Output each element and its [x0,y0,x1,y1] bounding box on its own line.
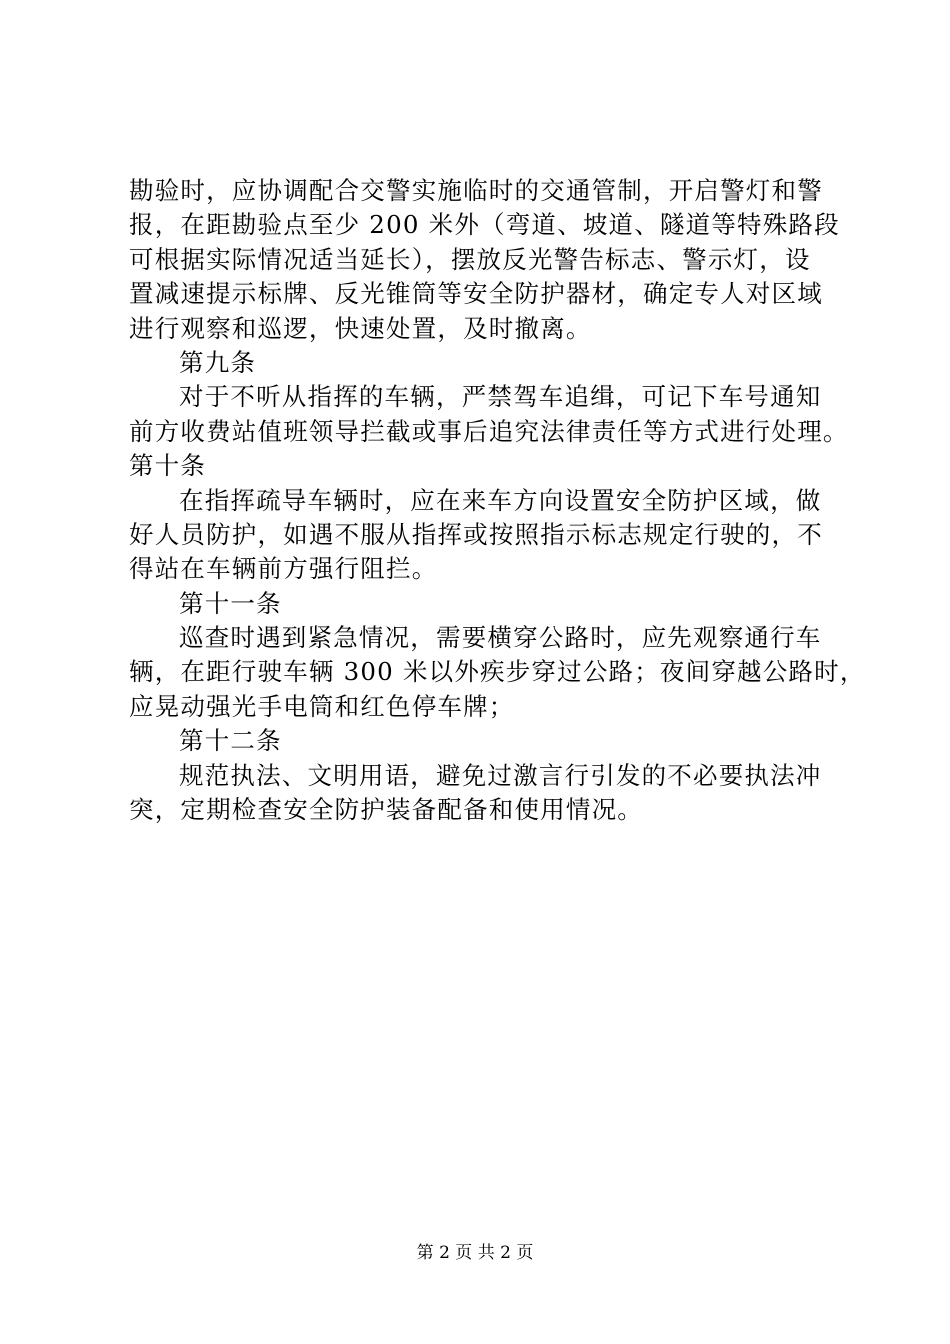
text-line-12: 得站在车辆前方强行阻拦。 [129,554,438,584]
article-heading-10: 第十条 [129,451,207,481]
text-line-14: 巡查时遇到紧急情况，需要横穿公路时，应先观察通行车 [179,623,822,653]
text-line-10: 在指挥疏导车辆时，应在来车方向设置安全防护区域，做 [179,485,822,515]
text-line-16: 应晃动强光手电筒和红色停车牌； [129,691,515,721]
text-line-3: 可根据实际情况适当延长），摆放反光警告标志、警示灯，设 [129,244,811,274]
text-line-8: 前方收费站值班领导拦截或事后追究法律责任等方式进行处理。 [129,416,849,446]
text-line-19: 突，定期检查安全防护装备配备和使用情况。 [129,795,643,825]
text-line-15: 辆，在距行驶车辆 300 米以外疾步穿过公路；夜间穿越公路时， [129,657,866,687]
text-line-18: 规范执法、文明用语，避免过激言行引发的不必要执法冲 [179,760,822,790]
page-footer [0,1242,950,1264]
text-line-2: 报，在距勘验点至少 200 米外（弯道、坡道、隧道等特殊路段 [129,210,840,240]
article-heading-9: 第九条 [179,347,257,377]
page-number-label: 第 2 页 共 2 页 [416,1243,534,1263]
document-body [129,174,866,827]
article-heading-12: 第十二条 [179,726,282,756]
text-line-1: 勘验时，应协调配合交警实施临时的交通管制，开启警灯和警 [129,176,823,205]
text-line-7: 对于不听从指挥的车辆，严禁驾车追缉，可记下车号通知 [179,382,822,412]
text-line-5: 进行观察和巡逻，快速处置，及时撤离。 [129,313,592,343]
article-heading-11: 第十一条 [179,588,282,618]
text-line-11: 好人员防护，如遇不服从指挥或按照指示标志规定行驶的，不 [129,519,823,549]
text-line-4: 置减速提示标牌、反光锥筒等安全防护器材，确定专人对区域 [129,279,823,309]
